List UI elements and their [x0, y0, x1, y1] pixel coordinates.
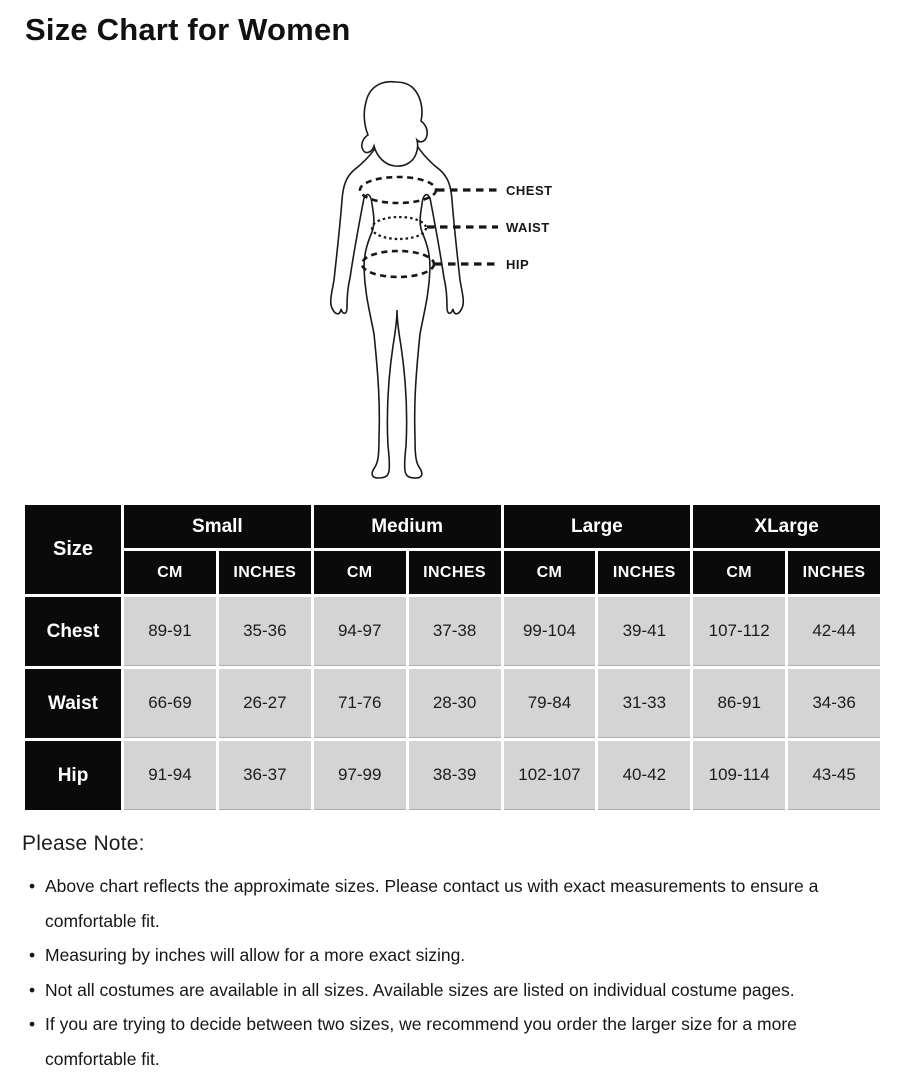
table-cell: 40-42: [598, 741, 690, 810]
group-header-medium: Medium: [314, 505, 501, 548]
table-cell: 28-30: [409, 669, 501, 738]
notes-heading: Please Note:: [22, 832, 145, 855]
table-row-hip: [25, 741, 880, 810]
table-cell: 109-114: [693, 741, 785, 810]
group-header-small: Small: [124, 505, 311, 548]
hip-label: HIP: [506, 257, 530, 272]
table-cell: 89-91: [124, 597, 216, 666]
table-cell: 86-91: [693, 669, 785, 738]
table-cell: 35-36: [219, 597, 311, 666]
unit-header-cm: CM: [124, 551, 216, 594]
unit-header-inches: INCHES: [598, 551, 690, 594]
note-item: [22, 1007, 870, 1076]
unit-header-inches: INCHES: [788, 551, 880, 594]
page-title: Size Chart for Women: [25, 12, 351, 47]
table-cell: 97-99: [314, 741, 406, 810]
table-cell: 37-38: [409, 597, 501, 666]
unit-header-row: [25, 551, 880, 594]
table-cell: 34-36: [788, 669, 880, 738]
woman-body-outline: [331, 144, 464, 478]
bullet-icon: •: [29, 876, 36, 896]
note-item: [22, 973, 870, 1008]
row-header-waist: Waist: [25, 669, 121, 738]
table-cell: 94-97: [314, 597, 406, 666]
table-cell: 79-84: [504, 669, 596, 738]
table-cell: 66-69: [124, 669, 216, 738]
size-group-header-row: [25, 505, 880, 548]
note-item: [22, 938, 870, 973]
waist-label: WAIST: [506, 220, 550, 235]
bullet-icon: •: [29, 945, 36, 965]
note-text: Measuring by inches will allow for a more exact sizing.: [45, 945, 466, 965]
table-row-waist: [25, 669, 880, 738]
table-cell: 42-44: [788, 597, 880, 666]
size-table: [22, 502, 883, 813]
table-row-chest: [25, 597, 880, 666]
table-cell: 71-76: [314, 669, 406, 738]
chest-label: CHEST: [506, 183, 553, 198]
table-cell: 36-37: [219, 741, 311, 810]
unit-header-inches: INCHES: [219, 551, 311, 594]
unit-header-cm: CM: [314, 551, 406, 594]
row-header-hip: Hip: [25, 741, 121, 810]
table-cell: 26-27: [219, 669, 311, 738]
table-cell: 102-107: [504, 741, 596, 810]
group-header-xlarge: XLarge: [693, 505, 880, 548]
row-header-chest: Chest: [25, 597, 121, 666]
unit-header-cm: CM: [504, 551, 596, 594]
note-text: Above chart reflects the approximate sizes. Please contact us with exact measurements to ensure a comfortable fit.: [45, 876, 819, 931]
table-cell: 91-94: [124, 741, 216, 810]
group-header-large: Large: [504, 505, 691, 548]
table-cell: 39-41: [598, 597, 690, 666]
table-cell: 107-112: [693, 597, 785, 666]
woman-figure-svg: [320, 78, 580, 480]
bullet-icon: •: [29, 979, 36, 1000]
note-text: If you are trying to decide between two sizes, we recommend you order the larger size for a more comfortable fit.: [45, 1014, 797, 1069]
size-corner-header: Size: [25, 505, 121, 594]
bullet-icon: •: [29, 1014, 36, 1034]
table-cell: 43-45: [788, 741, 880, 810]
table-cell: 99-104: [504, 597, 596, 666]
notes-section: [22, 832, 870, 1076]
unit-header-cm: CM: [693, 551, 785, 594]
note-text: Not all costumes are available in all sizes. Available sizes are listed on individual costume pages.: [45, 979, 795, 1000]
table-cell: 38-39: [409, 741, 501, 810]
unit-header-inches: INCHES: [409, 551, 501, 594]
measurement-diagram: [320, 78, 580, 480]
note-item: [22, 869, 870, 938]
table-cell: 31-33: [598, 669, 690, 738]
